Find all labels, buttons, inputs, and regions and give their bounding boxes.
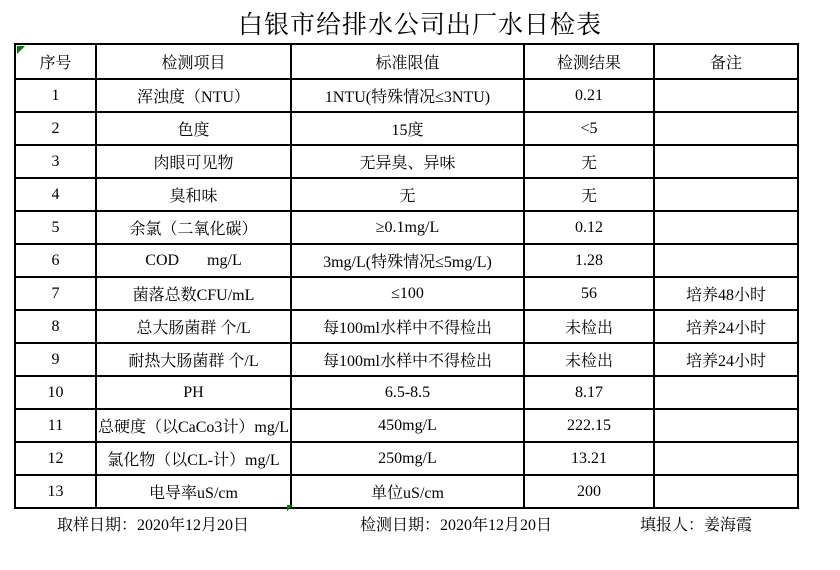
cell-remark: 培养24小时 [654, 343, 798, 376]
header-item: 检测项目 [96, 44, 291, 79]
cell-no: 2 [15, 112, 96, 145]
table-row [15, 112, 798, 145]
cell-item: 浑浊度（NTU） [96, 79, 291, 112]
cell-item: 电导率uS/cm [96, 475, 291, 508]
cell-result: 无 [524, 178, 654, 211]
cell-item: 氯化物（以CL-计）mg/L [96, 442, 291, 475]
table-row [15, 211, 798, 244]
cell-no: 4 [15, 178, 96, 211]
cell-no: 10 [15, 376, 96, 409]
cell-remark: 培养48小时 [654, 277, 798, 310]
cell-result: 无 [524, 145, 654, 178]
cell-item: 总硬度（以CaCo3计）mg/L [96, 409, 291, 442]
cell-item: 余氯（二氧化碳） [96, 211, 291, 244]
cell-item: 耐热大肠菌群 个/L [96, 343, 291, 376]
cell-remark [654, 79, 798, 112]
cell-no: 7 [15, 277, 96, 310]
cell-limit: 6.5-8.5 [291, 376, 524, 409]
cell-item: 总大肠菌群 个/L [96, 310, 291, 343]
table-row [15, 79, 798, 112]
table-row [15, 442, 798, 475]
inspection-table [14, 43, 799, 509]
cell-result: 56 [524, 277, 654, 310]
cell-remark [654, 442, 798, 475]
cell-result: <5 [524, 112, 654, 145]
header-limit: 标准限值 [291, 44, 524, 79]
cell-limit: 单位uS/cm [291, 475, 524, 508]
cell-limit: 3mg/L(特殊情况≤5mg/L) [291, 244, 524, 277]
cell-remark [654, 409, 798, 442]
cell-limit: 450mg/L [291, 409, 524, 442]
cell-no: 8 [15, 310, 96, 343]
cell-result: 0.12 [524, 211, 654, 244]
cell-no: 9 [15, 343, 96, 376]
table-row [15, 244, 798, 277]
cell-result: 200 [524, 475, 654, 508]
cell-limit: 15度 [291, 112, 524, 145]
cell-remark [654, 211, 798, 244]
table-row [15, 145, 798, 178]
cell-item: COD mg/L [96, 244, 291, 277]
cell-result: 13.21 [524, 442, 654, 475]
cell-remark [654, 112, 798, 145]
header-result: 检测结果 [524, 44, 654, 79]
cell-limit: 无 [291, 178, 524, 211]
cell-no: 1 [15, 79, 96, 112]
cell-result: 1.28 [524, 244, 654, 277]
cell-remark [654, 178, 798, 211]
cell-item: 臭和味 [96, 178, 291, 211]
cell-no: 3 [15, 145, 96, 178]
header-no: 序号 [15, 44, 96, 79]
cell-limit: ≥0.1mg/L [291, 211, 524, 244]
cell-item: 菌落总数CFU/mL [96, 277, 291, 310]
table-row [15, 178, 798, 211]
excel-corner-marker-icon [17, 46, 25, 54]
cell-result: 8.17 [524, 376, 654, 409]
cell-no: 6 [15, 244, 96, 277]
cell-limit: 每100ml水样中不得检出 [291, 343, 524, 376]
cell-limit: 1NTU(特殊情况≤3NTU) [291, 79, 524, 112]
cell-remark [654, 244, 798, 277]
table-row [15, 376, 798, 409]
cell-remark [654, 475, 798, 508]
test-date: 检测日期：2020年12月20日 [360, 517, 553, 534]
cell-remark: 培养24小时 [654, 310, 798, 343]
cell-remark [654, 145, 798, 178]
table-body [15, 79, 798, 508]
cell-remark [654, 376, 798, 409]
cell-item: PH [96, 376, 291, 409]
cell-no: 5 [15, 211, 96, 244]
cell-result: 未检出 [524, 343, 654, 376]
header-row [15, 44, 798, 79]
cell-limit: 250mg/L [291, 442, 524, 475]
cell-no: 11 [15, 409, 96, 442]
footer-line [0, 512, 840, 536]
cell-result: 0.21 [524, 79, 654, 112]
table-row [15, 475, 798, 508]
cell-item: 色度 [96, 112, 291, 145]
table-row [15, 343, 798, 376]
cell-limit: ≤100 [291, 277, 524, 310]
cell-item: 肉眼可见物 [96, 145, 291, 178]
sampling-date: 取样日期：2020年12月20日 [57, 517, 250, 534]
reporter: 填报人：姜海霞 [640, 517, 753, 534]
header-remark: 备注 [654, 44, 798, 79]
cell-limit: 无异臭、异味 [291, 145, 524, 178]
cell-no: 13 [15, 475, 96, 508]
cell-no: 12 [15, 442, 96, 475]
page-title: 白银市给排水公司出厂水日检表 [237, 12, 602, 39]
table-row [15, 277, 798, 310]
table-row [15, 409, 798, 442]
cell-limit: 每100ml水样中不得检出 [291, 310, 524, 343]
excel-corner-marker-icon [287, 505, 293, 511]
table-row [15, 310, 798, 343]
cell-result: 未检出 [524, 310, 654, 343]
cell-result: 222.15 [524, 409, 654, 442]
